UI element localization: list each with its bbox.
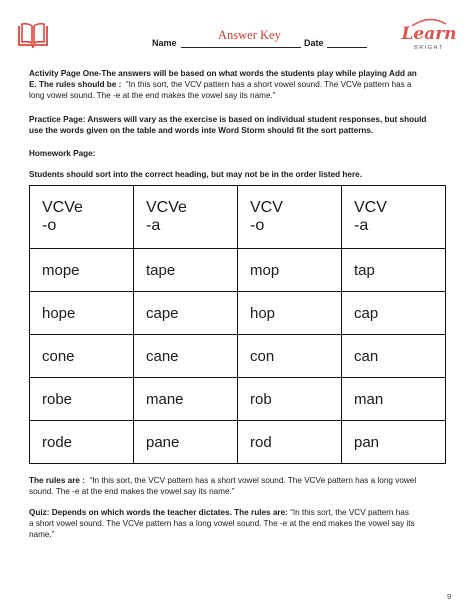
- table-cell: can: [342, 335, 446, 378]
- name-field[interactable]: [181, 47, 301, 48]
- table-cell: rode: [30, 421, 134, 464]
- table-cell: mop: [238, 249, 342, 292]
- activity-rules-label: E. The rules should be :: [29, 80, 122, 89]
- logo-subtext: BRIGHT: [414, 45, 444, 51]
- activity-paragraph: [29, 68, 449, 101]
- header-vowel: -a: [354, 217, 369, 234]
- table-cell: cane: [134, 335, 238, 378]
- table-cell: man: [342, 378, 446, 421]
- table-cell: robe: [30, 378, 134, 421]
- table-row: [30, 335, 446, 378]
- learn-bright-logo: [400, 14, 458, 56]
- book-icon: [16, 22, 50, 48]
- date-field[interactable]: [327, 47, 367, 48]
- table-cell: tape: [134, 249, 238, 292]
- header-pattern: VCV: [354, 199, 387, 216]
- table-cell: rob: [238, 378, 342, 421]
- header-pattern: VCVe: [146, 199, 187, 216]
- homework-instruction: Students should sort into the correct heading, but may not be in the order listed here.: [29, 170, 362, 179]
- date-label: Date: [304, 38, 324, 48]
- column-header: [238, 186, 342, 249]
- column-header: [134, 186, 238, 249]
- header-pattern: VCV: [250, 199, 283, 216]
- header-vowel: -a: [146, 217, 161, 234]
- quiz-text: “In this sort, the VCV pattern has: [287, 508, 409, 517]
- table-cell: hop: [238, 292, 342, 335]
- rules-line-2: sound. The -e at the end makes the vowel say its name.”: [29, 487, 235, 496]
- activity-line-2: [29, 79, 449, 90]
- table-cell: tap: [342, 249, 446, 292]
- page-header: [0, 0, 474, 60]
- table-cell: mane: [134, 378, 238, 421]
- table-cell: pan: [342, 421, 446, 464]
- name-label: Name: [152, 38, 177, 48]
- rules-line-1: [29, 475, 449, 486]
- table-cell: cap: [342, 292, 446, 335]
- activity-line-3: long vowel sound. The -e at the end makes the vowel say its name.”: [29, 91, 276, 100]
- header-pattern: VCVe: [42, 199, 83, 216]
- table-cell: cape: [134, 292, 238, 335]
- rules-text: “In this sort, the VCV pattern has a short vowel sound. The VCVe pattern has a long vowel: [84, 476, 417, 485]
- quiz-line-3: name.”: [29, 530, 55, 539]
- column-header: [30, 186, 134, 249]
- table-row: [30, 378, 446, 421]
- table-cell: hope: [30, 292, 134, 335]
- rules-label: The rules are :: [29, 476, 85, 485]
- table-cell: rod: [238, 421, 342, 464]
- quiz-paragraph: [29, 507, 449, 540]
- table-row: [30, 249, 446, 292]
- practice-line-1: Practice Page: Answers will vary as the exercise is based on individual student responses, but should: [29, 115, 427, 124]
- table-header-row: [30, 186, 446, 249]
- activity-line-1: Activity Page One-The answers will be based on what words the students play while playing Add an: [29, 69, 417, 78]
- header-vowel: -o: [250, 217, 265, 234]
- table-cell: con: [238, 335, 342, 378]
- page-number: 9: [447, 592, 452, 601]
- practice-paragraph: [29, 114, 449, 136]
- word-sort-table: [29, 185, 446, 464]
- table-row: [30, 292, 446, 335]
- quiz-line-2: a short vowel sound. The VCVe pattern has a long vowel sound. The -e at the end makes the vowel say its: [29, 519, 415, 528]
- practice-line-2: use the words given on the table and words inte Word Storm should fit the sort patterns.: [29, 126, 374, 135]
- quiz-line-1: [29, 507, 449, 518]
- rules-paragraph: [29, 475, 449, 497]
- table-row: [30, 421, 446, 464]
- homework-label: Homework Page:: [29, 149, 96, 158]
- column-header: [342, 186, 446, 249]
- table-cell: pane: [134, 421, 238, 464]
- answer-key-title: Answer Key: [218, 28, 281, 42]
- activity-rules-text: “In this sort, the VCV pattern has a short vowel sound. The VCVe pattern has a: [121, 80, 412, 89]
- logo-text: Learn: [401, 24, 457, 44]
- table-cell: mope: [30, 249, 134, 292]
- quiz-label: Quiz: Depends on which words the teacher dictates. The rules are:: [29, 508, 288, 517]
- header-vowel: -o: [42, 217, 57, 234]
- table-cell: cone: [30, 335, 134, 378]
